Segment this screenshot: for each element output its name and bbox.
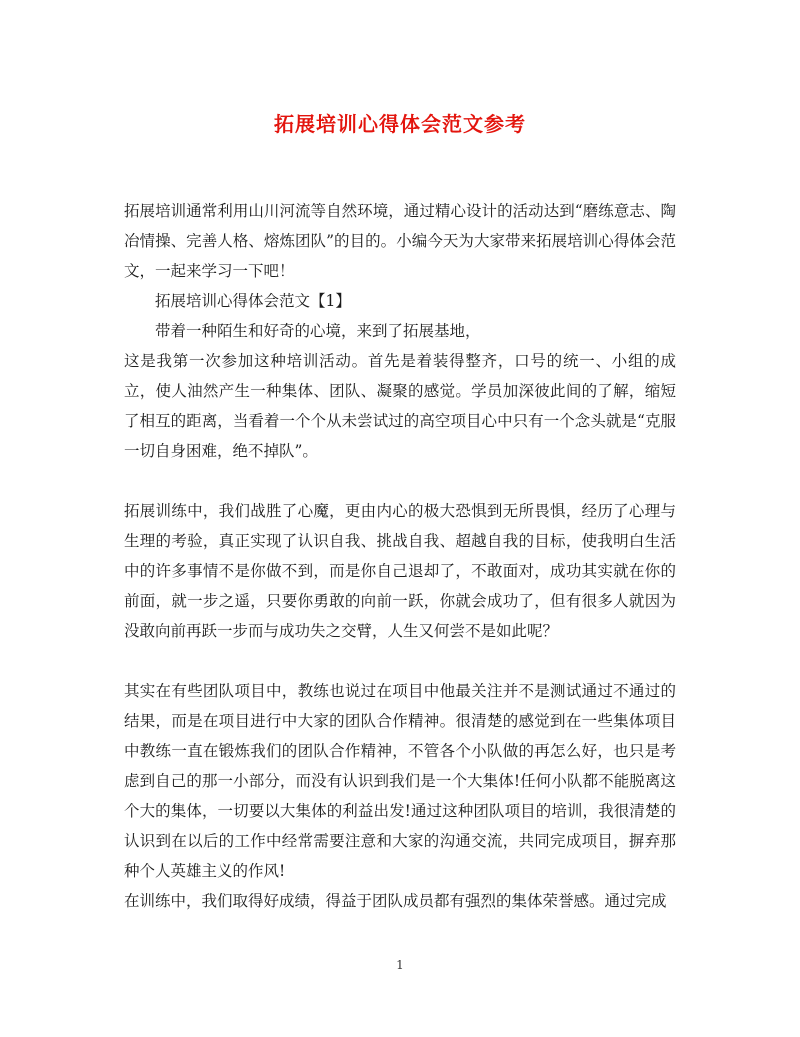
body-paragraph: 其实在有些团队项目中，教练也说过在项目中他最关注并不是测试通过不通过的结果，而是在项目进行中大家的团队合作精神。很清楚的感觉到在一些集体项目中教练一直在锻炼我们的团队合作精神，不管各个小队做的再怎么好，也只是考虑到自己的那一小部分，而没有认识到我们是一个大集体!任何小队都不能脱离这个大的集体，一切要以大集体的利益出发!通过这种团队项目的培训，我很清楚的认识到在以后的工作中经常需要注意和大家的沟通交流，共同完成项目，摒弃那种个人英雄主义的作风! [124, 682, 676, 880]
document-body [124, 196, 676, 916]
body-paragraph: 拓展训练中，我们战胜了心魔，更由内心的极大恐惧到无所畏惧，经历了心理与生理的考验，真正实现了认识自我、挑战自我、超越自我的目标，使我明白生活中的许多事情不是你做不到，而是你自己退却了，不敢面对，成功其实就在你的前面，就一步之遥，只要你勇敢的向前一跃，你就会成功了，但有很多人就因为没敢向前再跃一步而与成功失之交臂，人生又何尝不是如此呢？ [124, 502, 676, 640]
paragraph-gap [124, 466, 676, 496]
section-heading: 拓展培训心得体会范文【1】 [155, 292, 351, 310]
paragraph-gap [124, 646, 676, 676]
body-paragraph: 这是我第一次参加这种培训活动。首先是着装得整齐，口号的统一、小组的成立，使人油然产生一种集体、团队、凝聚的感觉。学员加深彼此间的了解，缩短了相互的距离，当看着一个个从未尝试过的高空项目心中只有一个念头就是“克服一切自身困难，绝不掉队”。 [124, 352, 676, 460]
body-paragraph: 在训练中，我们取得好成绩，得益于团队成员都有强烈的集体荣誉感。通过完成 [124, 892, 667, 910]
body-paragraph: 带着一种陌生和好奇的心境，来到了拓展基地， [155, 322, 481, 340]
document-title: 拓展培训心得体会范文参考 [274, 112, 526, 136]
intro-paragraph: 拓展培训通常利用山川河流等自然环境，通过精心设计的活动达到“磨练意志、陶冶情操、完善人格、熔炼团队”的目的。小编今天为大家带来拓展培训心得体会范文，一起来学习一下吧！ [124, 202, 676, 280]
page-number: 1 [396, 958, 404, 972]
